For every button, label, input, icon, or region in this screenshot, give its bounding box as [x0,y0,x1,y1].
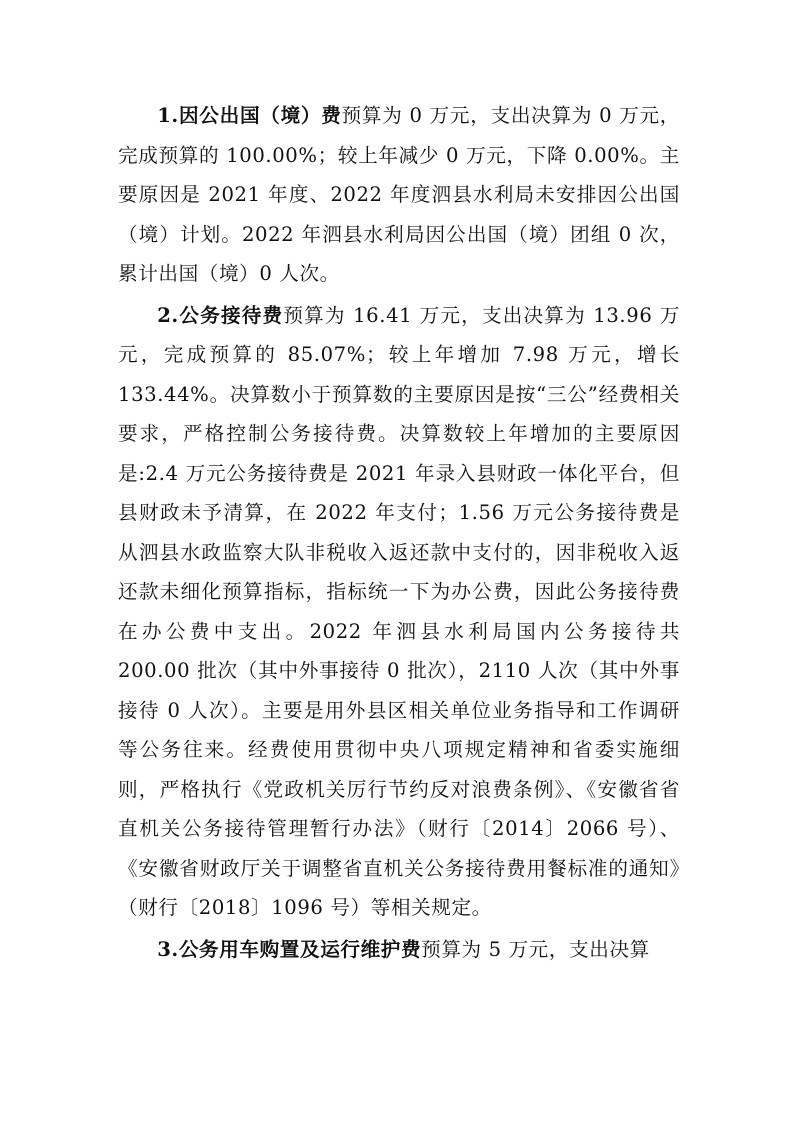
heading-vehicle: 3.公务用车购置及运行维护费 [157,937,422,961]
paragraph-body: 预算为 16.41 万元，支出决算为 13.96 万元，完成预算的 85.07%；较上年增加 7.98 万元，增长 133.44%。决算数小于预算数的主要原因是按“三公”经费相关要求，严格控制公务接待费。决算数较上年增加的主要原因是:2.4 万元公务接待费是 2021 年录入县财政一体化平台，但县财政未予清算，在 2022 年支付；1.56 万元公务接待费是从泗县水政监察大队非税收入返还款中支付的，因非税收入返还款未细化预算指标，指标统一下为办公费，因此公务接待费在办公费中支出。2022 年泗县水利局国内公务接待共 200.00 批次（其中外事接待 0 批次），2110 人次（其中外事接待 0 人次）。主要是用外县区相关单位业务指导和工作调研等公务往来。经费使用贯彻中央八项规定精神和省委实施细则，严格执行《党政机关厉行节约反对浪费条例》、《安徽省省直机关公务接待管理暂行办法》（财行〔2014〕2066 号）、《安徽省财政厅关于调整省直机关公务接待费用餐标准的通知》（财行〔2018〕1096 号）等相关规定。 [118,303,680,919]
heading-reception: 2.公务接待费 [157,303,284,327]
heading-overseas-travel: 1.因公出国（境）费 [157,104,342,127]
paragraph-vehicle [118,930,680,970]
text-block [118,96,680,971]
paragraph-overseas-travel [118,96,680,294]
paragraph-body: 预算为 0 万元，支出决算为 0 万元，完成预算的 100.00%；较上年减少 0 万元，下降 0.00%。主要原因是 2021 年度、2022 年度泗县水利局未安排因公出国（境）计划。2022 年泗县水利局因公出国（境）团组 0 次，累计出国（境）0 人次。 [118,104,680,285]
paragraph-reception [118,296,680,928]
paragraph-body: 预算为 5 万元，支出决算 [421,937,650,961]
